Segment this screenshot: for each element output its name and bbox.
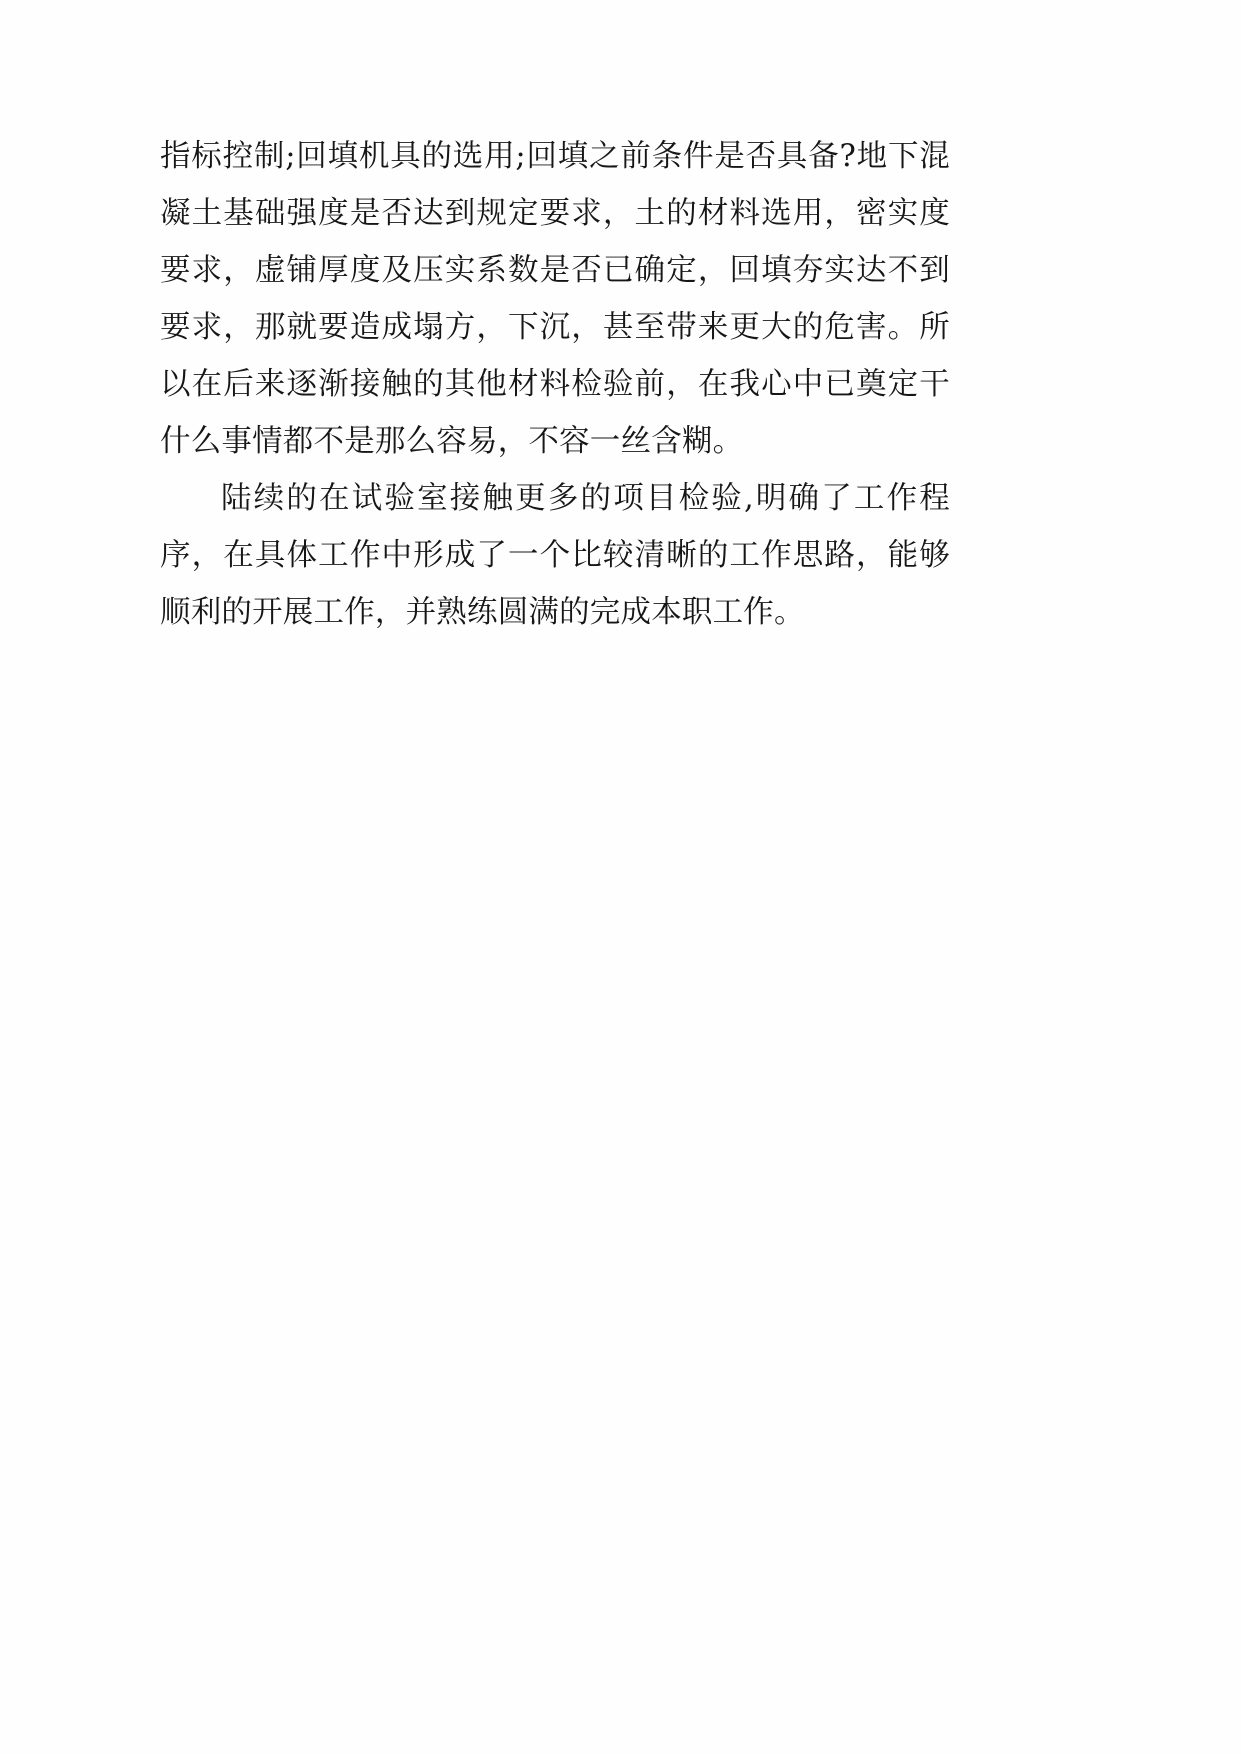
document-body <box>160 128 950 641</box>
paragraph-2: 陆续的在试验室接触更多的项目检验,明确了工作程序，在具体工作中形成了一个比较清晰的工作思路，能够顺利的开展工作，并熟练圆满的完成本职工作。 <box>160 481 950 630</box>
paragraph-1: 指标控制;回填机具的选用;回填之前条件是否具备?地下混凝土基础强度是否达到规定要求，土的材料选用，密实度要求，虚铺厚度及压实系数是否已确定，回填夯实达不到要求，那就要造成塌方，下沉，甚至带来更大的危害。所以在后来逐渐接触的其他材料检验前，在我心中已奠定干什么事情都不是那么容易，不容一丝含糊。 <box>160 139 950 459</box>
